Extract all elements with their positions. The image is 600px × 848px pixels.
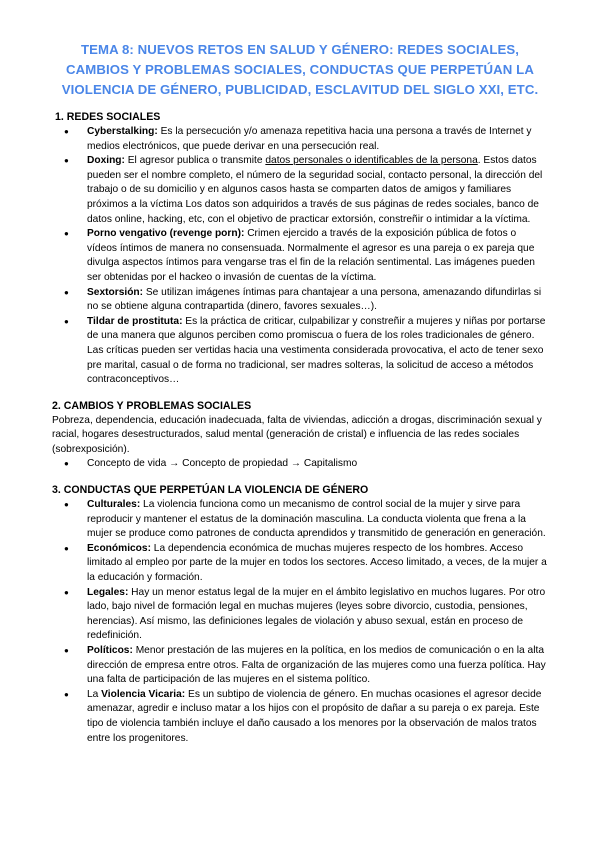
section-heading: 3. CONDUCTAS QUE PERPETÚAN LA VIOLENCIA DE GÉNERO (52, 484, 369, 497)
definition-underlined: datos personales o identificables de la persona (265, 155, 478, 167)
definition: Es la persecución y/o amenaza repetitiva hacia una persona a través de Internet y medios electrónicos, que puede derivar en una persecución real. (87, 126, 532, 152)
definition: La dependencia económica de muchas mujeres respecto de los hombres. Acceso limitado al empleo por parte de la mujer en todos los sectores. Acceso limitado, a veces, de la mujer a la educación y formación. (87, 542, 547, 584)
term-prefix: La (87, 688, 102, 700)
bullet-icon: ● (64, 646, 69, 655)
definition: La violencia funciona como un mecanismo de control social de la mujer y sirve para reproducir y mantener el estatus de la dominación masculina. La conducta violenta que frena a la mujer se produce como patrones de conducta aprendidos y transmitido de generación en generación. (87, 499, 546, 540)
term: Violencia Vicaria: (101, 688, 186, 700)
list-item (64, 286, 548, 315)
bullet-icon: ● (64, 587, 69, 597)
definition: El agresor publica o transmite (124, 155, 266, 167)
bullet-list (52, 457, 548, 472)
term: Cyberstalking: (87, 126, 158, 137)
bullet-icon: ● (64, 543, 69, 553)
list-item (64, 644, 548, 688)
definition: . Estos datos pueden ser el nombre completo, el número de la seguridad social, contacto personal, la dirección del trabajo o de su domicilio y en algunos casos hasta se comparten datos de amigos y familiares próximos a la víctima Los datos son adquiridos a través de sus páginas de redes sociales, banco de datos online, hacking, etc, con el objetivo de practicar extorsión, constreñir o intimidar a la víctima. (87, 155, 543, 225)
list-item (64, 227, 548, 285)
term: Porno vengativo (revenge porn): (87, 228, 245, 240)
definition: Se utilizan imágenes íntimas para chantajear a una persona, amenazando difundirlas si no se obtiene alguna contrapartida (dinero, favores sexuales…). (87, 286, 542, 313)
term: Económicos: (87, 542, 151, 554)
section-heading: 1. REDES SOCIALES (55, 111, 161, 123)
bullet-icon: ● (64, 316, 69, 326)
page-title: TEMA 8: NUEVOS RETOS EN SALUD Y GÉNERO: REDES SOCIALES, CAMBIOS Y PROBLEMAS SOCIALES, CONDUCTAS QUE PERPETÚAN LA VIOLENCIA DE GÉNERO, PUBLICIDAD, ESCLAVITUD DEL SIGLO XXI, ETC. (61, 42, 539, 97)
term: Sextorsión: (87, 286, 144, 298)
bullet-icon: ● (64, 459, 69, 469)
bullet-icon: ● (64, 229, 69, 239)
list-item (64, 586, 548, 644)
list-item (64, 125, 548, 154)
bullet-list (52, 125, 548, 388)
term: Legales: (87, 586, 129, 598)
bullet-icon: ● (64, 500, 69, 510)
term: Culturales: (87, 499, 141, 511)
bullet-icon: ● (64, 156, 69, 166)
definition: Es la práctica de criticar, culpabilizar y constreñir a mujeres y niñas por portarse de una manera que algunos perciben como promiscua o fuera de los roles tradicionales de género. Las críticas pueden ser vertidas hacia una vestimenta considerada provocativa, el acto de tener sexo pre marital, casual o de forma no tradicional, ser madres solteras, la solicitud de acceso a métodos contraconceptivos… (87, 315, 546, 386)
list-item (64, 542, 548, 586)
section-heading: 2. CAMBIOS Y PROBLEMAS SOCIALES (52, 399, 252, 412)
section-conductas-violencia (52, 483, 548, 746)
definition: Hay un menor estatus legal de la mujer en el ámbito legislativo en muchos lugares. Por otro lado, bajo nivel de formación legal en muchas mujeres (leyes sobre divorcio, custodia, pensiones, herencias). Así mismo, las definiciones legales de violación y abuso sexual, están en proceso de redefinición. (87, 586, 546, 642)
list-item (64, 688, 548, 746)
bullet-icon: ● (64, 689, 69, 699)
term: Tildar de prostituta: (87, 315, 183, 327)
definition: Menor prestación de las mujeres en la política, en los medios de comunicación o en la alta dirección de empresa entre otros. Falta de organización de las mujeres como una fuerza política. Hay una falta de participación de las mujeres en el sistema político. (87, 645, 546, 686)
section-cambios-problemas (52, 399, 548, 472)
definition: Es un subtipo de violencia de género. En muchas ocasiones el agresor decide amenazar, agredir e incluso matar a los hijos con el propósito de dañar a su pareja o ex pareja. Este tipo de violencia también incluye el daño causado a los menores por la observación de malos tratos entre los progenitores. (87, 688, 542, 744)
list-item (64, 498, 548, 542)
section-redes-sociales (52, 110, 548, 388)
term: Doxing: (87, 155, 125, 167)
term: Políticos: (87, 645, 133, 656)
section-paragraph: Pobreza, dependencia, educación inadecuada, falta de viviendas, adicción a drogas, discriminación sexual y racial, hogares desestructurados, salud mental (generación de cristal) e influencia de las redes sociales (sobrexposición). (52, 414, 542, 455)
list-item (64, 457, 548, 472)
bullet-icon: ● (64, 127, 69, 136)
bullet-icon: ● (64, 287, 69, 297)
list-item-text: Concepto de vida → Concepto de propiedad → Capitalismo (87, 458, 358, 470)
list-item (64, 154, 548, 227)
definition: Crimen ejercido a través de la exposición pública de fotos o vídeos íntimos de manera no consensuada. Normalmente el agresor es una pareja o ex pareja que divulga aspectos íntimos para vengarse tras el fin de la relación sentimental. Las imágenes pueden ser obtenidas por el hackeo o invasión de cuentas de la víctima. (87, 228, 535, 283)
list-item (64, 315, 548, 388)
bullet-list (52, 498, 548, 746)
